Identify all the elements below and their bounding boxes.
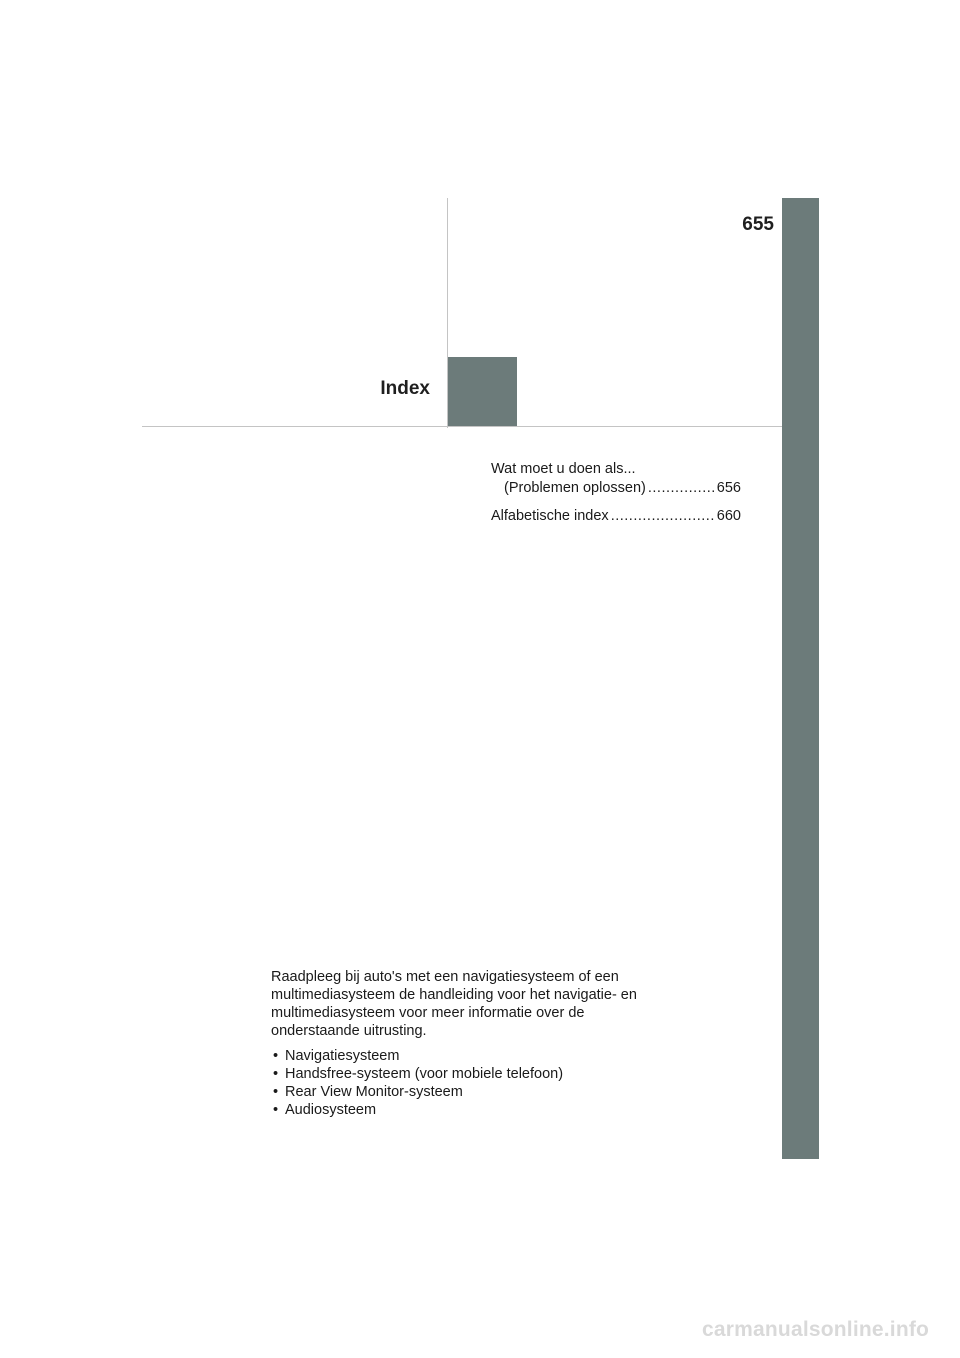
watermark: carmanualsonline.info [702,1318,930,1341]
list-item [271,1101,671,1119]
toc-entry-title: Wat moet u doen als... [491,461,636,477]
toc-entry-troubleshooting[interactable] [491,460,741,498]
toc-entry-page: 660 [716,508,741,524]
toc-entry-title: Alfabetische index [491,508,609,524]
bullet: • [273,1084,279,1100]
section-title: Index [380,378,430,399]
note-paragraph: Raadpleeg bij auto's met een navigatiesysteem of een multimediasysteem de handleiding voor het navigatie- en multimediasysteem voor meer informatie over de onderstaande uitrusting. [271,969,637,1039]
bullet: • [273,1102,279,1118]
toc-entry-line [491,479,741,498]
list-item-text: Rear View Monitor-systeem [285,1084,463,1100]
list-item-text: Navigatiesysteem [285,1048,400,1064]
list-item [271,1047,671,1065]
bullet: • [273,1066,279,1082]
table-of-contents [491,460,741,535]
toc-entry-subtitle: (Problemen oplossen) [504,480,646,496]
list-item-text: Handsfree-systeem (voor mobiele telefoon) [285,1066,564,1082]
equipment-list [271,1047,671,1119]
chapter-side-tab [782,198,819,1159]
toc-entry-alphabetical-index[interactable] [491,507,741,526]
section-marker-box [448,357,517,427]
toc-entry-line [491,507,741,526]
list-item [271,1083,671,1101]
dot-leader [648,479,715,498]
horizontal-divider [142,426,782,427]
page-number: 655 [742,214,774,235]
toc-entry-page: 656 [716,480,741,496]
bullet: • [273,1048,279,1064]
toc-entry-line [491,460,741,479]
list-item-text: Audiosysteem [285,1102,377,1118]
navigation-system-note [271,968,671,1119]
dot-leader [611,507,715,526]
list-item [271,1065,671,1083]
